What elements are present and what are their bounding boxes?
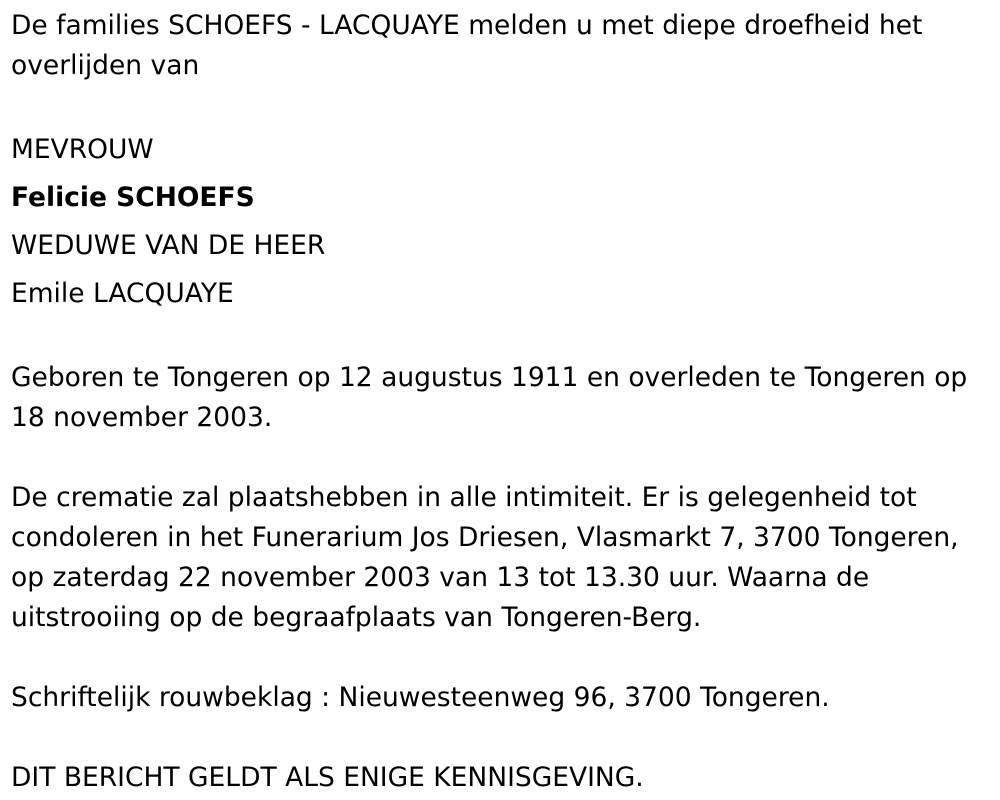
spacer	[11, 438, 986, 478]
death-notice	[11, 6, 986, 798]
spacer	[11, 318, 986, 358]
ceremony-paragraph	[11, 478, 986, 638]
spacer	[11, 86, 986, 126]
birth-death-line: Geboren te Tongeren op 12 augustus 1911 en overleden te Tongeren op	[11, 362, 968, 393]
spacer	[11, 718, 986, 758]
ceremony-line: uitstrooiing op de begraafplaats van Tongeren-Berg.	[11, 602, 702, 633]
ceremony-line: condoleren in het Funerarium Jos Driesen, Vlasmarkt 7, 3700 Tongeren,	[11, 522, 959, 553]
deceased-block	[11, 126, 986, 318]
intro-line: De families SCHOEFS - LACQUAYE melden u met diepe droefheid het	[11, 10, 923, 41]
ceremony-line: De crematie zal plaatshebben in alle intimiteit. Er is gelegenheid tot	[11, 482, 917, 513]
notice-paragraph	[11, 758, 986, 798]
condolence-line: Schriftelijk rouwbeklag : Nieuwesteenweg 96, 3700 Tongeren.	[11, 682, 830, 713]
deceased-name: Felicie SCHOEFS	[11, 182, 255, 213]
deceased-spouse: Emile LACQUAYE	[11, 278, 234, 309]
notice-line: DIT BERICHT GELDT ALS ENIGE KENNISGEVING.	[11, 762, 644, 793]
spacer	[11, 638, 986, 678]
birth-death-paragraph	[11, 358, 986, 438]
intro-paragraph	[11, 6, 986, 86]
ceremony-line: op zaterdag 22 november 2003 van 13 tot 13.30 uur. Waarna de	[11, 562, 870, 593]
birth-death-line: 18 november 2003.	[11, 402, 273, 433]
intro-line: overlijden van	[11, 50, 200, 81]
condolence-paragraph	[11, 678, 986, 718]
deceased-relation: WEDUWE VAN DE HEER	[11, 230, 326, 261]
deceased-title: MEVROUW	[11, 134, 154, 165]
